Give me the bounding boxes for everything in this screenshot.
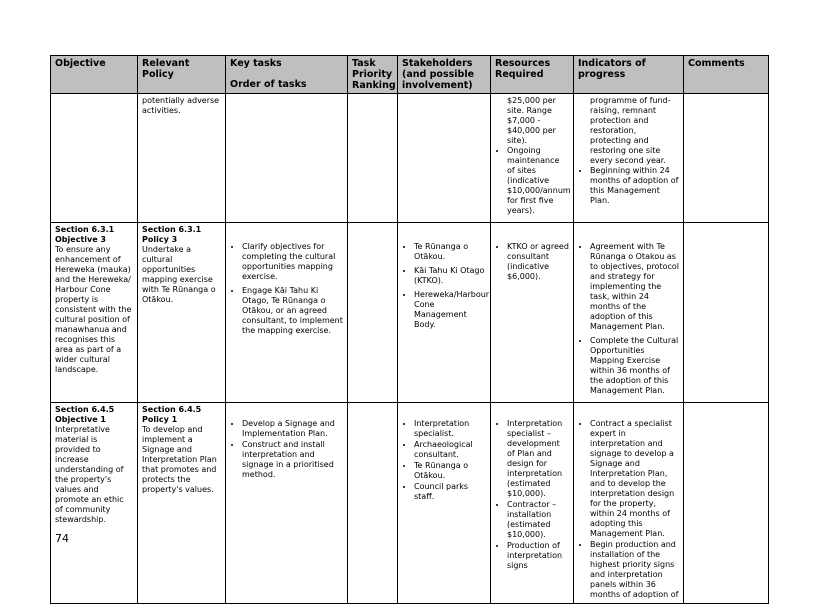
header-policy: Relevant Policy [138, 56, 226, 94]
resource-lead: $25,000 per site. Range $7,000 - $40,000 per site). [507, 96, 556, 145]
resources-cell [491, 403, 574, 604]
stakeholder-item: • Te Rūnanga o Otākou. [414, 242, 486, 262]
stakeholder-item: • Hereweka/Harbour Cone Management Body. [414, 290, 486, 330]
resource-item: • KTKO or agreed consultant (indicative $6,000). [507, 242, 569, 282]
tasks-cell [226, 94, 348, 223]
stakeholders-cell [398, 94, 491, 223]
header-priority: Task Priority Ranking [348, 56, 398, 94]
tasks-cell [226, 223, 348, 403]
indicator-item: • Contract a specialist expert in interpretation and signage to develop a Signage and Interpretation Plan, and to develop the interpretation design for the property, within 24 months of adopting this Management Plan. [590, 419, 679, 539]
resources-cell [491, 223, 574, 403]
page-number: 74 [55, 532, 69, 545]
objective-cell [51, 94, 138, 223]
stakeholder-item: • Interpretation specialist. [414, 419, 486, 439]
indicator-lead: programme of fund-raising, remnant protection and restoration, protecting and restoring one site every second year. [590, 96, 671, 165]
resources-cell [491, 94, 574, 223]
header-resources: Resources Required [491, 56, 574, 94]
task-item: • Clarify objectives for completing the cultural opportunities mapping exercise. [242, 242, 343, 282]
policy-cell [138, 94, 226, 223]
stakeholder-item: • Kāi Tahu Ki Otago (KTKO). [414, 266, 486, 286]
policy-cell [138, 223, 226, 403]
resource-item: • Contractor – installation (estimated $10,000). [507, 500, 569, 540]
resource-item: • Ongoing maintenance of sites (indicative $10,000/annum for first five years). [507, 146, 569, 216]
task-item: • Develop a Signage and Implementation Plan. [242, 419, 343, 439]
objective-cell [51, 223, 138, 403]
tasks-cell [226, 403, 348, 604]
comments-cell [684, 403, 769, 604]
priority-cell [348, 223, 398, 403]
stakeholders-cell [398, 403, 491, 604]
header-key-tasks [226, 56, 348, 94]
indicators-cell [574, 94, 684, 223]
stakeholder-item: • Council parks staff. [414, 482, 486, 502]
stakeholder-item: • Te Rūnanga o Otākou. [414, 461, 486, 481]
policy-cell [138, 403, 226, 604]
header-key-tasks-label: Key tasks [230, 58, 282, 69]
objective-text: To ensure any enhancement of Hereweka (mauka) and the Hereweka/ Harbour Cone property is consistent with the cultural position of manawhanua and recognises this area as part of a wider cultural landscape. [55, 245, 132, 374]
header-objective: Objective [51, 56, 138, 94]
indicator-item: • Beginning within 24 months of adoption of this Management Plan. [590, 166, 679, 206]
indicators-cell [574, 403, 684, 604]
comments-cell [684, 94, 769, 223]
indicators-cell [574, 223, 684, 403]
table-row [51, 403, 769, 604]
indicator-item: • Complete the Cultural Opportunities Mapping Exercise within 36 months of the adoption of this Management Plan. [590, 336, 679, 396]
task-item: • Construct and install interpretation and signage in a prioritised method. [242, 440, 343, 480]
header-stakeholders: Stakeholders (and possible involvement) [398, 56, 491, 94]
stakeholder-item: • Archaeological consultant. [414, 440, 486, 460]
table-row [51, 223, 769, 403]
header-comments: Comments [684, 56, 769, 94]
stakeholders-cell [398, 223, 491, 403]
policy-heading: Section 6.4.5 Policy 1 [142, 405, 202, 424]
table-row [51, 94, 769, 223]
policy-heading: Section 6.3.1 Policy 3 [142, 225, 202, 244]
objective-cell [51, 403, 138, 604]
policy-text: potentially adverse activities. [142, 96, 220, 115]
resource-item: • Production of interpretation signs [507, 541, 569, 571]
indicator-item: • Agreement with Te Rūnanga o Otakou as to objectives, protocol and strategy for implementing the task, within 24 months of the adoption of this Management Plan. [590, 242, 679, 332]
objective-heading: Section 6.4.5 Objective 1 [55, 405, 115, 424]
management-plan-table [50, 55, 769, 604]
header-row [51, 56, 769, 94]
resource-item: • Interpretation specialist – development of Plan and design for interpretation (estimated $10,000). [507, 419, 569, 499]
task-item: • Engage Kāi Tahu Ki Otago, Te Rūnanga o Otākou, or an agreed consultant, to implement the mapping exercise. [242, 286, 343, 336]
priority-cell [348, 94, 398, 223]
policy-text: To develop and implement a Signage and Interpretation Plan that promotes and protects the property's values. [142, 425, 217, 494]
priority-cell [348, 403, 398, 604]
policy-text: Undertake a cultural opportunities mapping exercise with Te Rūnanga o Otākou. [142, 245, 216, 304]
indicator-item: • Begin production and installation of the highest priority signs and interpretation panels within 36 months of adoption of [590, 540, 679, 600]
header-order-label: Order of tasks [230, 79, 307, 90]
objective-heading: Section 6.3.1 Objective 3 [55, 225, 115, 244]
objective-text: Interpretative material is provided to increase understanding of the property's values and promote an ethic of community stewardship. [55, 425, 124, 524]
header-indicators: Indicators of progress [574, 56, 684, 94]
comments-cell [684, 223, 769, 403]
